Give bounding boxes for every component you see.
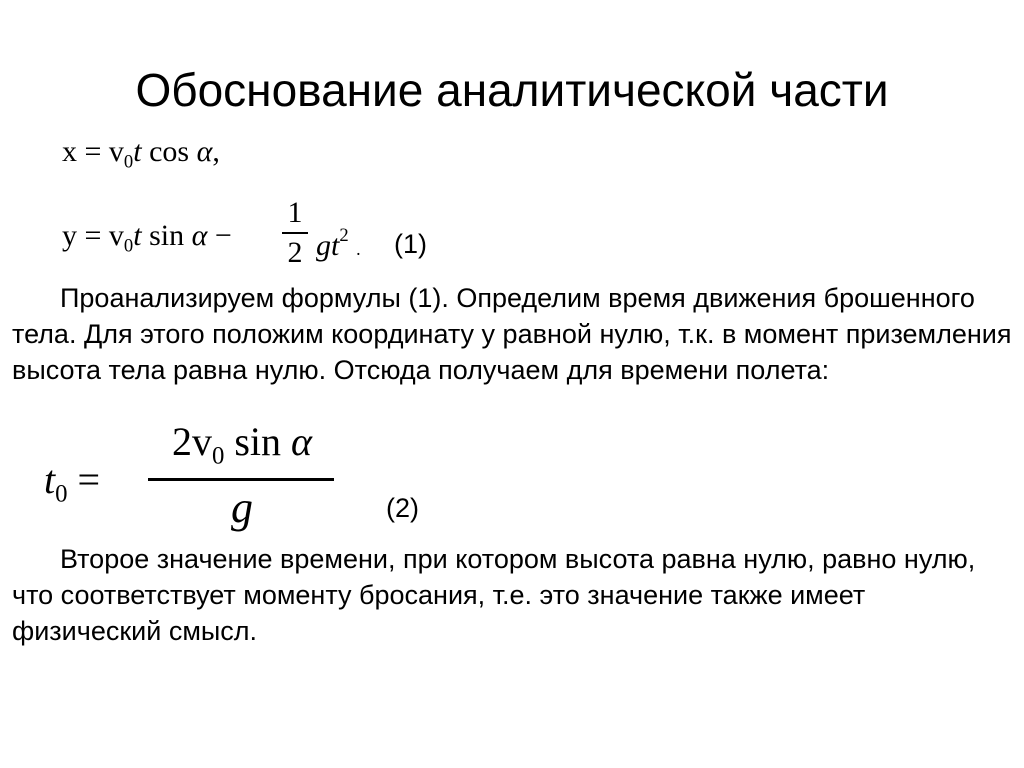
- eq-y-t: t: [133, 219, 142, 252]
- eq-t0-num-coef: 2v: [171, 419, 212, 464]
- eq-t0-fraction-bar: [148, 478, 334, 481]
- eq-t0-equals: =: [77, 457, 101, 502]
- eq-x-v-subscript: 0: [123, 151, 134, 173]
- eq-y-fraction: [280, 196, 310, 270]
- eq-y-main: [62, 218, 232, 265]
- eq-y-equals: =: [84, 219, 102, 252]
- eq-x-equals: =: [84, 135, 102, 168]
- equation-x: [62, 134, 220, 181]
- equation-label-2: (2): [386, 493, 419, 523]
- eq-y-sin: sin: [149, 219, 185, 252]
- paragraph-2: [12, 541, 1016, 649]
- paragraph-2-text: Второе значение времени, при котором высота равна нулю, равно нулю, что соответствует моменту бросания, т.е. это значение также имеет физический смысл.: [12, 544, 976, 646]
- eq-y-minus: −: [214, 219, 232, 252]
- eq-y-alpha: α: [191, 219, 208, 252]
- eq-x-lhs: x: [62, 135, 77, 168]
- paragraph-1: [12, 280, 1016, 388]
- paragraph-1-text: Проанализируем формулы (1). Определим время движения брошенного тела. Для этого положим координату y равной нулю, т.к. в момент приземления высота тела равна нулю. Отсюда получаем для времени полета:: [12, 283, 1012, 385]
- eq-x-v: v: [108, 135, 124, 168]
- eq-x-alpha: α: [196, 135, 213, 168]
- equation-label-1: (1): [394, 229, 427, 259]
- eq-t0-lhs-group: [44, 456, 100, 519]
- eq-y-dot: .: [356, 238, 361, 259]
- equation-t0: [44, 418, 344, 538]
- slide-title: Обоснование аналитической части: [135, 64, 889, 116]
- eq-t0-num-subscript: 0: [211, 442, 225, 470]
- eq-t0-subscript: 0: [55, 480, 68, 508]
- eq-t0-t: t: [44, 457, 56, 502]
- eq-y-lhs: y: [62, 219, 77, 252]
- eq-x-t: t: [133, 135, 142, 168]
- eq-y-v-subscript: 0: [123, 235, 134, 257]
- eq-t0-num-sin: sin: [234, 419, 282, 464]
- eq-y-v: v: [108, 219, 124, 252]
- eq-x-cos: cos: [149, 135, 190, 168]
- eq-y-g: g: [316, 228, 331, 262]
- eq-y-t2: t: [331, 228, 340, 262]
- eq-y-frac-bar: [282, 232, 308, 234]
- eq-t0-num-alpha: α: [291, 419, 313, 464]
- eq-x-comma: ,: [212, 135, 220, 168]
- eq-t0-denominator: g: [231, 483, 253, 532]
- eq-y-tail: [316, 218, 361, 267]
- eq-t0-numerator: [152, 418, 332, 481]
- eq-y-t2-superscript: 2: [339, 225, 349, 246]
- eq-y-frac-den: 2: [287, 236, 303, 269]
- eq-y-frac-num: 1: [287, 196, 303, 229]
